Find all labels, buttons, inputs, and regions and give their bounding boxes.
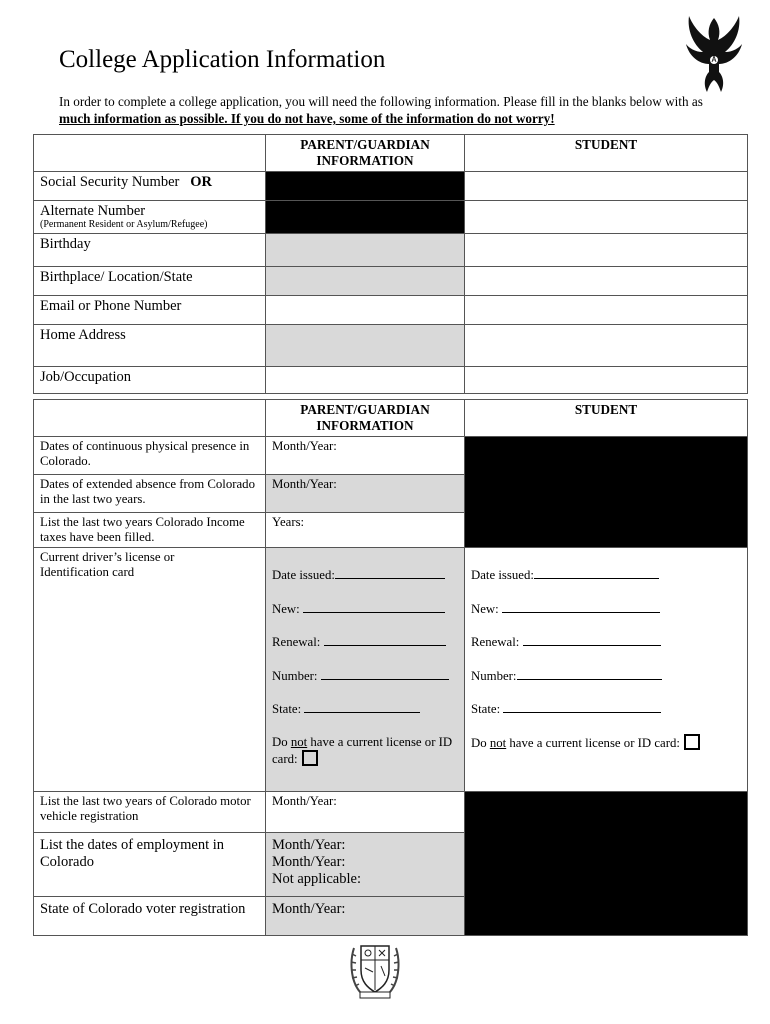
voter-label: State of Colorado voter registration: [34, 897, 266, 936]
student-renewal[interactable]: [471, 633, 741, 651]
job-parent-cell[interactable]: [266, 367, 465, 394]
intro-text: [59, 93, 709, 127]
contact-student-cell[interactable]: [465, 296, 748, 325]
or-text: OR: [190, 174, 212, 190]
license-line-1: Current driver’s license or: [40, 550, 175, 564]
taxes-label: List the last two years Colorado Income taxes have been filled.: [34, 513, 266, 548]
student-new-label: New:: [471, 601, 499, 616]
ssn-parent-cell: [266, 172, 465, 201]
personal-info-table: [33, 134, 748, 394]
student-no-license-not: not: [489, 735, 507, 750]
parent-date-issued[interactable]: [272, 566, 458, 584]
student-state-label: State:: [471, 702, 501, 716]
crest-seal-icon: [344, 940, 406, 1002]
student-date-issued-label: Date issued:: [471, 568, 534, 582]
header-blank: [34, 135, 266, 172]
parent-no-license: [272, 734, 458, 768]
license-line-2: Identification card: [40, 565, 135, 579]
ssn-label: [34, 172, 266, 201]
contact-label: Email or Phone Number: [34, 296, 266, 325]
birthplace-label: Birthplace/ Location/State: [34, 267, 266, 296]
parent-state[interactable]: [272, 700, 458, 718]
address-student-cell[interactable]: [465, 325, 748, 367]
employment-field-1: Month/Year:: [272, 837, 346, 853]
presence-label: Dates of continuous physical presence in Colorado.: [34, 437, 266, 475]
ssn-student-cell[interactable]: [465, 172, 748, 201]
parent-no-license-pre: Do: [272, 734, 291, 749]
address-label: Home Address: [34, 325, 266, 367]
parent-no-license-post: have a current license or ID card:: [272, 734, 453, 766]
license-student-cell: [465, 548, 748, 792]
parent-number-label: Number:: [272, 668, 318, 683]
header2-parent: PARENT/GUARDIAN INFORMATION: [266, 400, 465, 437]
history-student-blocked: [465, 792, 748, 936]
student-no-license-pre: Do: [471, 735, 490, 750]
ssn-text: Social Security Number: [40, 174, 180, 190]
employment-field-2: Month/Year:: [272, 854, 346, 870]
parent-new-label: New:: [272, 601, 300, 616]
student-number-label: Number:: [471, 668, 517, 683]
parent-state-label: State:: [272, 702, 302, 716]
license-label: [34, 548, 266, 792]
vehicle-parent-cell[interactable]: Month/Year:: [266, 792, 465, 833]
residency-student-blocked: [465, 437, 748, 548]
absence-label: Dates of extended absence from Colorado in the last two years.: [34, 475, 266, 513]
voter-parent-cell[interactable]: Month/Year:: [266, 897, 465, 936]
birthday-label: Birthday: [34, 234, 266, 267]
parent-no-license-not: not: [290, 734, 308, 749]
license-parent-cell: [266, 548, 465, 792]
student-no-license: [471, 734, 741, 752]
phoenix-logo: [683, 10, 745, 98]
alt-text: Alternate Number: [40, 203, 146, 219]
alt-parent-cell: [266, 201, 465, 234]
address-parent-cell: [266, 325, 465, 367]
student-no-license-checkbox[interactable]: [684, 734, 700, 750]
student-new[interactable]: [471, 600, 741, 618]
parent-date-issued-label: Date issued:: [272, 568, 335, 582]
alt-label: [34, 201, 266, 234]
student-state[interactable]: [471, 700, 741, 718]
student-number[interactable]: [471, 667, 741, 685]
page-title: College Application Information: [59, 46, 386, 73]
alt-student-cell[interactable]: [465, 201, 748, 234]
intro-emphasis: much information as possible. If you do not have, some of the information do not worry!: [59, 111, 555, 126]
student-date-issued[interactable]: [471, 566, 741, 584]
header-parent: PARENT/GUARDIAN INFORMATION: [266, 135, 465, 172]
header-student: STUDENT: [465, 135, 748, 172]
employment-label: List the dates of employment in Colorado: [34, 833, 266, 897]
employment-parent-cell[interactable]: [266, 833, 465, 897]
job-student-cell[interactable]: [465, 367, 748, 394]
birthplace-parent-cell: [266, 267, 465, 296]
job-label: Job/Occupation: [34, 367, 266, 394]
absence-parent-cell[interactable]: Month/Year:: [266, 475, 465, 513]
student-renewal-label: Renewal:: [471, 635, 520, 649]
residency-table: [33, 399, 748, 936]
header2-student: STUDENT: [465, 400, 748, 437]
birthday-student-cell[interactable]: [465, 234, 748, 267]
parent-new[interactable]: [272, 600, 458, 618]
intro-main: In order to complete a college application, you will need the following information. Please fill in the blanks below with as: [59, 94, 703, 109]
taxes-parent-cell[interactable]: Years:: [266, 513, 465, 548]
parent-renewal-label: Renewal:: [272, 635, 321, 649]
parent-renewal[interactable]: [272, 633, 458, 651]
contact-parent-cell[interactable]: [266, 296, 465, 325]
student-no-license-post: have a current license or ID card:: [506, 735, 680, 750]
alt-note: (Permanent Resident or Asylum/Refugee): [40, 219, 208, 230]
birthday-parent-cell: [266, 234, 465, 267]
header2-blank: [34, 400, 266, 437]
employment-field-3: Not applicable:: [272, 871, 361, 887]
parent-number[interactable]: [272, 667, 458, 685]
parent-no-license-checkbox[interactable]: [302, 750, 318, 766]
presence-parent-cell[interactable]: Month/Year:: [266, 437, 465, 475]
vehicle-label: List the last two years of Colorado motor vehicle registration: [34, 792, 266, 833]
birthplace-student-cell[interactable]: [465, 267, 748, 296]
